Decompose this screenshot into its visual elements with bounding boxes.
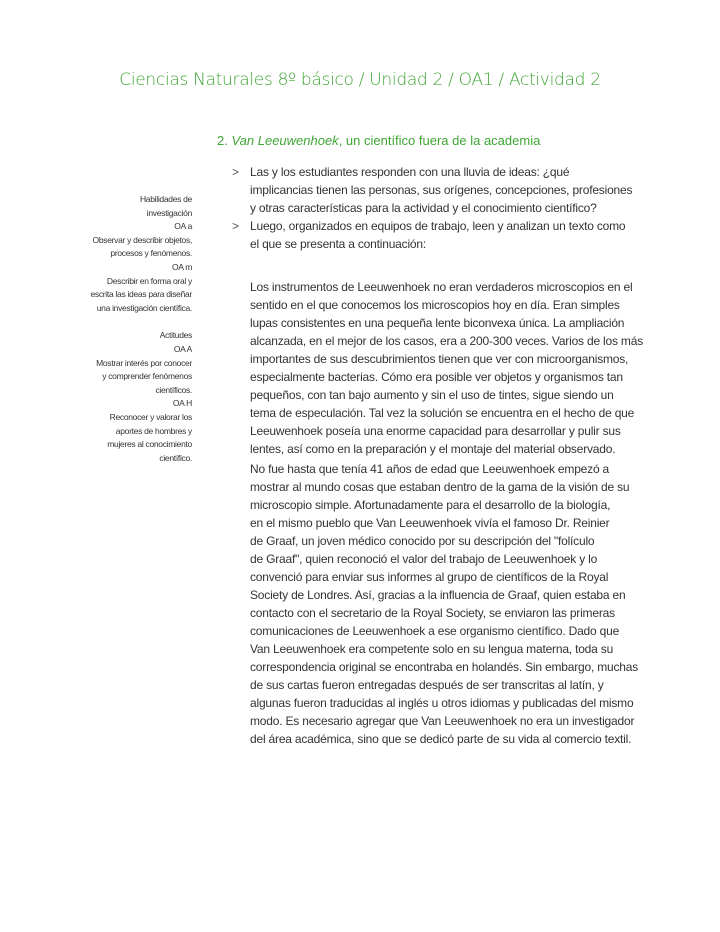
chevron-right-icon: > <box>232 165 239 179</box>
text-line: OA H <box>172 398 192 409</box>
text-line: lentes, así como en la preparación y el montaje del material observado. <box>250 442 616 456</box>
text-line: OA a <box>174 221 192 232</box>
text-line: Observar y describir objetos, <box>92 234 192 245</box>
text-line: el que se presenta a continuación: <box>250 237 426 251</box>
skills-group <box>40 193 192 315</box>
text-line: convenció para enviar sus informes al grupo de científicos de la Royal <box>250 570 609 584</box>
text-line: de Graaf", quien reconoció el valor del trabajo de Leeuwenhoek y lo <box>250 552 598 566</box>
text-line: contacto con el secretario de la Royal Society, se enviaron las primeras <box>250 606 615 620</box>
text-line: científicos. <box>155 384 192 395</box>
text-line: Van Leeuwenhoek era competente solo en su lengua materna, toda su <box>250 642 614 656</box>
text-line: de sus cartas fueron entregadas después de ser transcritas al latín, y <box>250 678 604 692</box>
reading-paragraph-1 <box>250 278 670 458</box>
text-line: correspondencia original se encontraba en holandés. Sin embargo, muchas <box>250 660 639 674</box>
text-line: mostrar al mundo cosas que estaban dentro de la gama de la visión de su <box>250 480 630 494</box>
text-line: y otras características para la actividad y el conocimiento científico? <box>250 201 597 215</box>
text-line: implicancias tienen las personas, sus orígenes, concepciones, profesiones <box>250 183 633 197</box>
text-line: Mostrar interés por conocer <box>96 357 192 368</box>
text-line: microscopio simple. Afortunadamente para el desarrollo de la biología, <box>250 498 611 512</box>
text-line: alcanzada, en el mejor de los casos, era a 200-300 veces. Varios de los más <box>250 334 644 348</box>
text-line: pequeños, con tan bajo aumento y sin el uso de tintes, sigue siendo un <box>250 388 614 402</box>
page-title: Ciencias Naturales 8º básico / Unidad 2 / OA1 / Actividad 2 <box>119 70 601 90</box>
text-line: investigación <box>146 207 192 218</box>
text-line: Reconocer y valorar los <box>109 411 192 422</box>
activity-bullets <box>232 163 672 253</box>
text-line: sentido en el que conocemos los microscopios hoy en día. Eran simples <box>250 298 620 312</box>
text-line: importantes de sus descubrimientos tienen que ver con microorganismos, <box>250 352 629 366</box>
attitudes-group <box>40 329 192 465</box>
text-line: OA A <box>173 343 192 354</box>
text-line: No fue hasta que tenía 41 años de edad que Leeuwenhoek empezó a <box>250 462 610 476</box>
text-line: Describir en forma oral y <box>106 275 192 286</box>
bullet-item <box>232 163 672 217</box>
text-line: Luego, organizados en equipos de trabajo, leen y analizan un texto como <box>250 219 626 233</box>
text-line: lupas consistentes en una pequeña lente biconvexa única. La ampliación <box>250 316 625 330</box>
text-line: aportes de hombres y <box>115 425 192 436</box>
text-line: especialmente bacterias. Cómo era posible ver objetos y organismos tan <box>250 370 623 384</box>
text-line: y comprender fenómenos <box>102 371 192 382</box>
text-line: Leeuwenhoek poseía una enorme capacidad para desarrollar y pulir sus <box>250 424 621 438</box>
text-line: Las y los estudiantes responden con una lluvia de ideas: ¿qué <box>250 165 570 179</box>
text-line: algunas fueron traducidas al inglés u otros idiomas y publicadas del mismo <box>250 696 634 710</box>
chevron-right-icon: > <box>232 219 239 233</box>
section-title: 2. Van Leeuwenhoek, un científico fuera de la academia <box>217 133 541 148</box>
text-line: escrita las ideas para diseñar <box>90 289 192 300</box>
text-line: procesos y fenómenos. <box>110 248 192 259</box>
bullet-item <box>232 217 672 253</box>
reading-paragraph-2 <box>250 460 670 748</box>
text-line: científico. <box>159 452 192 463</box>
section-title-name: Van Leeuwenhoek <box>231 133 339 148</box>
text-line: una investigación científica. <box>96 302 192 313</box>
text-line: OA m <box>171 261 192 272</box>
text-line: Actitudes <box>159 330 192 341</box>
text-line: tema de especulación. Tal vez la solución se encuentra en el hecho de que <box>250 406 635 420</box>
text-line: de Graaf, un joven médico conocido por su descripción del "folículo <box>250 534 595 548</box>
text-line: del área académica, sino que se dedicó parte de su vida al comercio textil. <box>250 732 632 746</box>
text-line: Los instrumentos de Leeuwenhoek no eran verdaderos microscopios en el <box>250 280 633 294</box>
text-line: Habilidades de <box>139 194 192 204</box>
text-line: comunicaciones de Leeuwenhoek a ese organismo científico. Dado que <box>250 624 620 638</box>
text-line: modo. Es necesario agregar que Van Leeuwenhoek no era un investigador <box>250 714 635 728</box>
sidebar-objectives <box>40 193 192 465</box>
text-line: Society de Londres. Así, gracias a la influencia de Graaf, quien estaba en <box>250 588 626 602</box>
text-line: mujeres al conocimiento <box>107 439 192 450</box>
text-line: en el mismo pueblo que Van Leeuwenhoek vivía el famoso Dr. Reinier <box>250 516 610 530</box>
